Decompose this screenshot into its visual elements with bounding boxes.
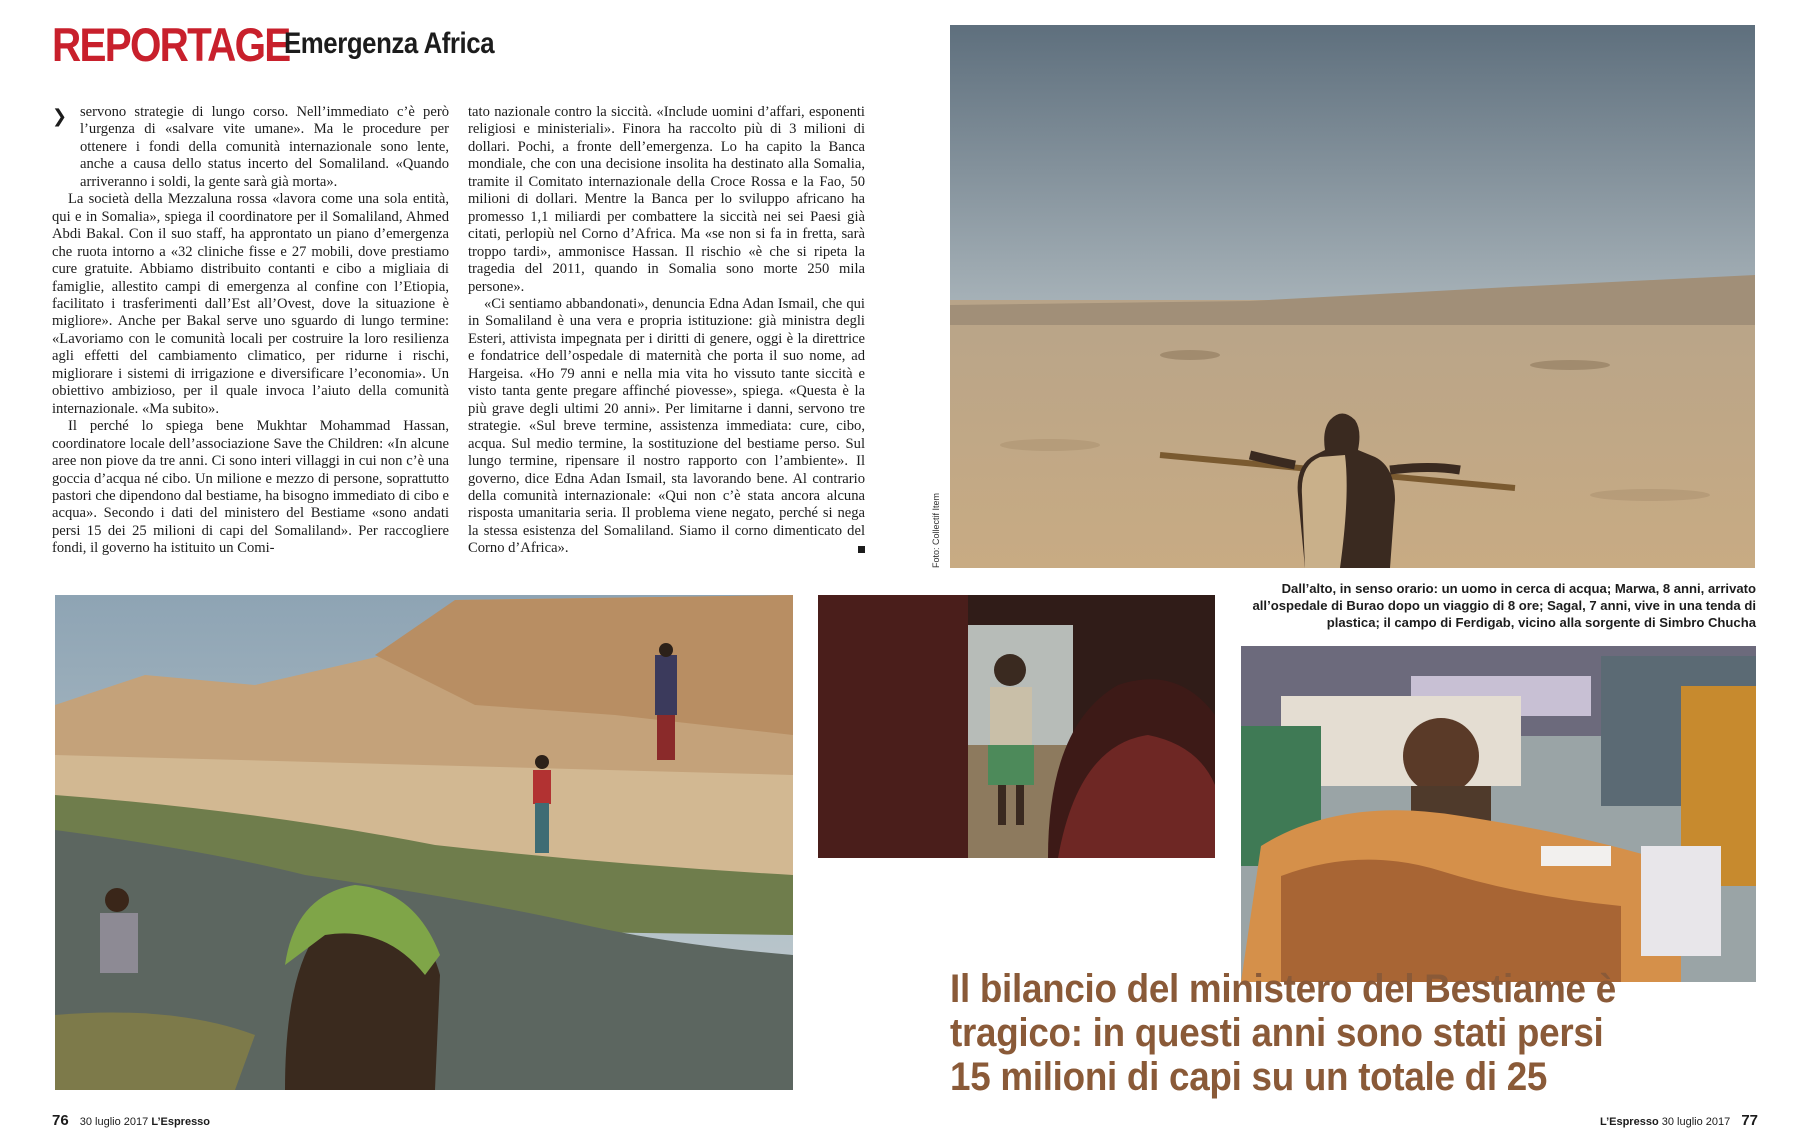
page-number-right: 77 bbox=[1741, 1112, 1758, 1129]
magazine-name-right: L’Espresso bbox=[1599, 1116, 1659, 1128]
paragraph: Il perché lo spiega bene Mukhtar Mohammad Hassan, coordinatore locale dell’associazione Save the Children: «In alcune aree non piove da tre anni. Ci sono interi villaggi in cui non c’è una goccia d’acqua né cibo. Un milione e mezzo di persone, soprattutto pastori che dipendono dal bestiame, ha bisogno immediato di cibo e acqua». Secondo i dati del ministero del Bestiame «sono andati persi 15 dei 25 milioni di capi del Somaliland». Per raccogliere fondi, il governo ha istituito un Comi- bbox=[52, 418, 449, 557]
end-of-article-mark bbox=[858, 546, 865, 553]
footer-right bbox=[1600, 1112, 1758, 1129]
magazine-name-left: L’Espresso bbox=[151, 1116, 211, 1128]
article-column-1 bbox=[52, 104, 449, 558]
photo-child-hospital bbox=[1241, 646, 1756, 982]
paragraph bbox=[468, 296, 865, 558]
footer-left bbox=[52, 1112, 210, 1129]
photo-man-in-desert bbox=[950, 25, 1755, 568]
section-title: REPORTAGE bbox=[52, 18, 290, 71]
photo-credit: Foto: Collectif Item bbox=[931, 492, 941, 568]
paragraph: tato nazionale contro la siccità. «Include uomini d’affari, esponenti religiosi e ministeriali». Finora ha raccolto più di 3 milioni di dollari. Pochi, a fronte dell’emergenza. Lo ha capito la Banca mondiale, che con una decisione insolita ha destinato alla Somalia, tramite il Comitato internazionale della Croce Rossa e la Fao, 50 milioni di dollari. Mentre la Banca per lo sviluppo africano ha promesso 1,1 miliardi per combattere la siccità nei sei Paesi già citati, perlopiù nel Corno d’Africa. Ma «se non si fa in fretta, sarà troppo tardi», ammonisce Hassan. Il rischio «è che si ripeta la tragedia del 2011, quando in Somalia sono morte 250 mila persone». bbox=[468, 104, 865, 295]
section-header bbox=[52, 18, 495, 71]
article-column-2 bbox=[468, 104, 865, 558]
photo-caption: Dall’alto, in senso orario: un uomo in cerca di acqua; Marwa, 8 anni, arrivato all’ospedale di Burao dopo un viaggio di 8 ore; Sagal, 7 anni, vive in una tenda di plastica; il campo di Ferdigab, vicino alla sorgente di Simbro Chucha bbox=[1252, 581, 1756, 630]
photo-girl-sagal bbox=[818, 595, 1215, 858]
pull-quote: Il bilancio del ministero del Bestiame è tragico: in questi anni sono stati persi 15 milioni di capi su un totale di 25 bbox=[950, 967, 1616, 1099]
issue-date-right: 30 luglio 2017 bbox=[1661, 1116, 1731, 1128]
section-subtitle: Emergenza Africa bbox=[284, 27, 495, 60]
photo-water-source bbox=[55, 595, 793, 1090]
paragraph-text: «Ci sentiamo abbandonati», denuncia Edna Adan Ismail, che qui in Somaliland è una vera e propria istituzione: già ministra degli Esteri, attivista impegnata per i diritti di genere, oggi è la direttrice e fondatrice dell’ospedale di maternità che porta il suo nome, ad Hargeisa. «Ho 79 anni e nella mia vita ho vissuto tante siccità e visto tanta gente pregare affinché piovesse», spiega. «Questa è la più grave degli ultimi 20 anni». Per limitarne i danni, servono tre strategie. «Sul breve termine, assistenza immediata: cure, cibo, acqua. Sul medio termine, la sostituzione del bestiame perso. Sul lungo termine, ripensare il nostro rapporto con l’ambiente». Il governo, dice Edna Adan Ismail, sta lavorando bene. Al contrario della comunità internazionale: «Qui non c’è stata ancora alcuna risposta umanitaria seria. Il problema viene negato, perché si nega la stessa esistenza del Somaliland. Siamo il corno dimenticato del Corno d’Africa». bbox=[468, 295, 865, 557]
page-number-left: 76 bbox=[52, 1112, 69, 1129]
issue-date-left: 30 luglio 2017 bbox=[79, 1116, 149, 1128]
paragraph: servono strategie di lungo corso. Nell’immediato c’è però l’urgenza di «salvare vite umane». Ma le procedure per ottenere i fondi della comunità internazionale sono lente, anche a causa dello status incerto del Somaliland. «Quando arriveranno i soldi, la gente sarà già morta». bbox=[80, 104, 449, 190]
paragraph: La società della Mezzaluna rossa «lavora come una sola entità, qui e in Somalia», spiega il coordinatore per il Somaliland, Ahmed Abdi Bakal. Con il suo staff, ha approntato un piano d’emergenza che ruota intorno a «32 cliniche fisse e 27 mobili, dove prestiamo cure gratuite. Abbiamo distribuito contanti e cibo a migliaia di famiglie, allestito campi di emergenza al confine con l’Etiopia, facilitato i trasferimenti dall’Est all’Ovest, dove la situazione è migliore». Anche per Bakal serve uno sguardo di lungo termine: «Lavoriamo con le comunità locali per costruire la loro resilienza agli effetti del cambiamento climatico, per ridurne i rischi, migliorare i sistemi di irrigazione e diversificare l’economia». Un obiettivo ambizioso, per il quale invoca l’aiuto della comunità internazionale. «Ma subito». bbox=[52, 191, 449, 417]
continuation-arrow-icon: ❯ bbox=[52, 106, 68, 127]
